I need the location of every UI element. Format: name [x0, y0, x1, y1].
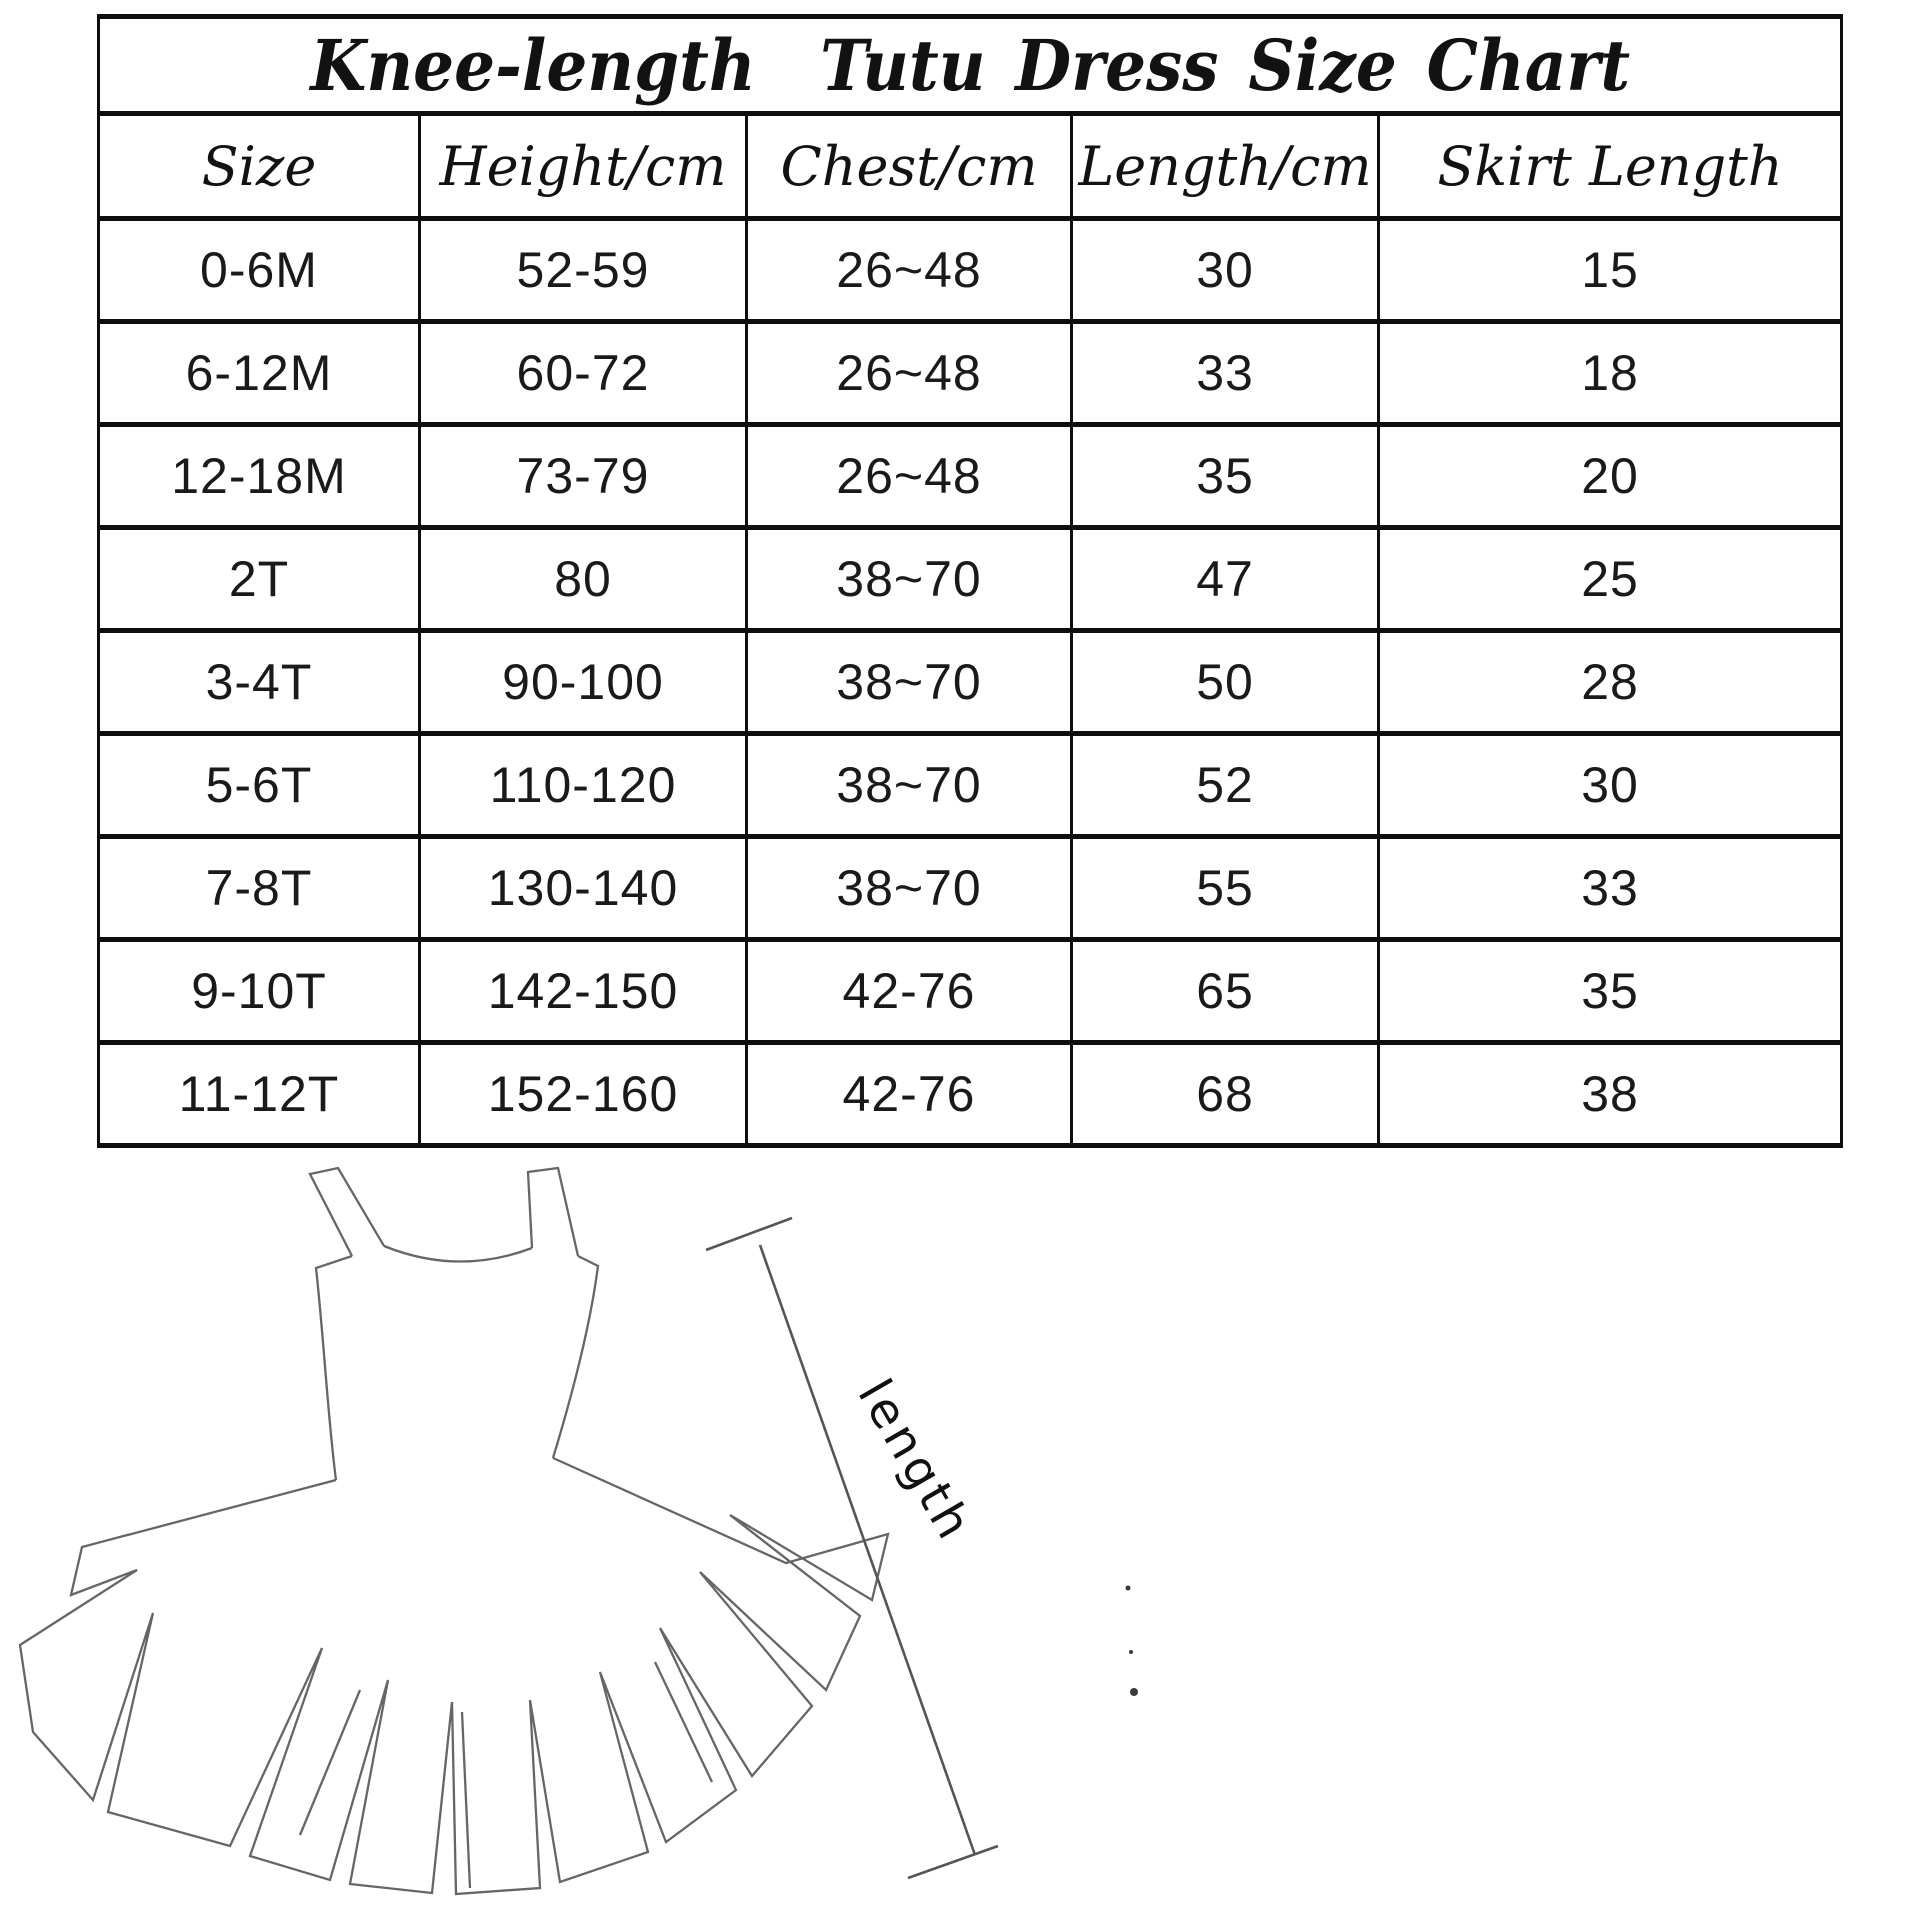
- size-cell: 25: [1379, 528, 1842, 631]
- dress-neckline: [384, 1246, 532, 1262]
- size-cell: 42-76: [747, 1043, 1072, 1146]
- size-row-12-18m: [99, 425, 1842, 528]
- size-cell: 38~70: [747, 734, 1072, 837]
- size-cell: 0-6M: [99, 219, 420, 322]
- size-cell: 6-12M: [99, 322, 420, 425]
- size-cell: 35: [1072, 425, 1379, 528]
- size-cell: 7-8T: [99, 837, 420, 940]
- size-cell: 30: [1379, 734, 1842, 837]
- dress-skirt-outline: [20, 1458, 888, 1894]
- column-header-chest-cm: Chest/cm: [747, 114, 1072, 219]
- header-row: [99, 114, 1842, 219]
- size-cell: 11-12T: [99, 1043, 420, 1146]
- size-cell: 15: [1379, 219, 1842, 322]
- measurement-cap-top: [706, 1218, 792, 1250]
- size-cell: 35: [1379, 940, 1842, 1043]
- size-row-5-6t: [99, 734, 1842, 837]
- size-cell: 26~48: [747, 425, 1072, 528]
- size-row-3-4t: [99, 631, 1842, 734]
- size-cell: 110-120: [420, 734, 747, 837]
- size-cell: 38~70: [747, 837, 1072, 940]
- size-cell: 28: [1379, 631, 1842, 734]
- size-row-7-8t: [99, 837, 1842, 940]
- size-cell: 20: [1379, 425, 1842, 528]
- size-cell: 68: [1072, 1043, 1379, 1146]
- size-row-11-12t: [99, 1043, 1842, 1146]
- dress-right-strap-outline: [528, 1168, 578, 1256]
- size-cell: 55: [1072, 837, 1379, 940]
- size-cell: 90-100: [420, 631, 747, 734]
- column-header-height-cm: Height/cm: [420, 114, 747, 219]
- size-cell: 18: [1379, 322, 1842, 425]
- size-cell: 130-140: [420, 837, 747, 940]
- print-speck: [1126, 1586, 1131, 1591]
- size-cell: 50: [1072, 631, 1379, 734]
- size-cell: 38~70: [747, 631, 1072, 734]
- size-cell: 80: [420, 528, 747, 631]
- measurement-line: [760, 1245, 975, 1855]
- dress-diagram: [0, 1150, 1220, 1920]
- size-cell: 26~48: [747, 322, 1072, 425]
- page-title: [99, 17, 1842, 114]
- size-cell: 152-160: [420, 1043, 747, 1146]
- size-cell: 42-76: [747, 940, 1072, 1043]
- dress-bodice-right-edge: [553, 1256, 598, 1458]
- size-cell: 9-10T: [99, 940, 420, 1043]
- size-table-body: [99, 219, 1842, 1146]
- size-cell: 38: [1379, 1043, 1842, 1146]
- measurement-cap-bottom: [908, 1846, 998, 1878]
- size-cell: 73-79: [420, 425, 747, 528]
- size-cell: 52: [1072, 734, 1379, 837]
- size-row-6-12m: [99, 322, 1842, 425]
- length-label: length: [846, 1370, 984, 1552]
- size-cell: 30: [1072, 219, 1379, 322]
- size-cell: 142-150: [420, 940, 747, 1043]
- column-header-skirt-length: Skirt Length: [1379, 114, 1842, 219]
- dress-bodice-left-edge: [316, 1256, 352, 1480]
- size-cell: 12-18M: [99, 425, 420, 528]
- size-cell: 38~70: [747, 528, 1072, 631]
- size-cell: 5-6T: [99, 734, 420, 837]
- print-speck: [1130, 1688, 1138, 1696]
- size-cell: 2T: [99, 528, 420, 631]
- title-row: [99, 17, 1842, 114]
- size-row-0-6m: [99, 219, 1842, 322]
- page-title-text: Knee-length Tutu Dress Size Chart: [310, 23, 1630, 107]
- dress-left-strap-outline: [310, 1168, 384, 1256]
- size-cell: 65: [1072, 940, 1379, 1043]
- size-row-9-10t: [99, 940, 1842, 1043]
- size-cell: 33: [1379, 837, 1842, 940]
- print-speck: [1129, 1650, 1133, 1654]
- size-cell: 26~48: [747, 219, 1072, 322]
- size-cell: 3-4T: [99, 631, 420, 734]
- size-cell: 52-59: [420, 219, 747, 322]
- column-header-length-cm: Length/cm: [1072, 114, 1379, 219]
- skirt-pleat-line: [462, 1712, 470, 1888]
- size-cell: 33: [1072, 322, 1379, 425]
- size-row-2t: [99, 528, 1842, 631]
- size-cell: 60-72: [420, 322, 747, 425]
- column-header-size: Size: [99, 114, 420, 219]
- size-cell: 47: [1072, 528, 1379, 631]
- size-chart-table: [97, 14, 1843, 1148]
- skirt-pleat-line: [300, 1690, 360, 1835]
